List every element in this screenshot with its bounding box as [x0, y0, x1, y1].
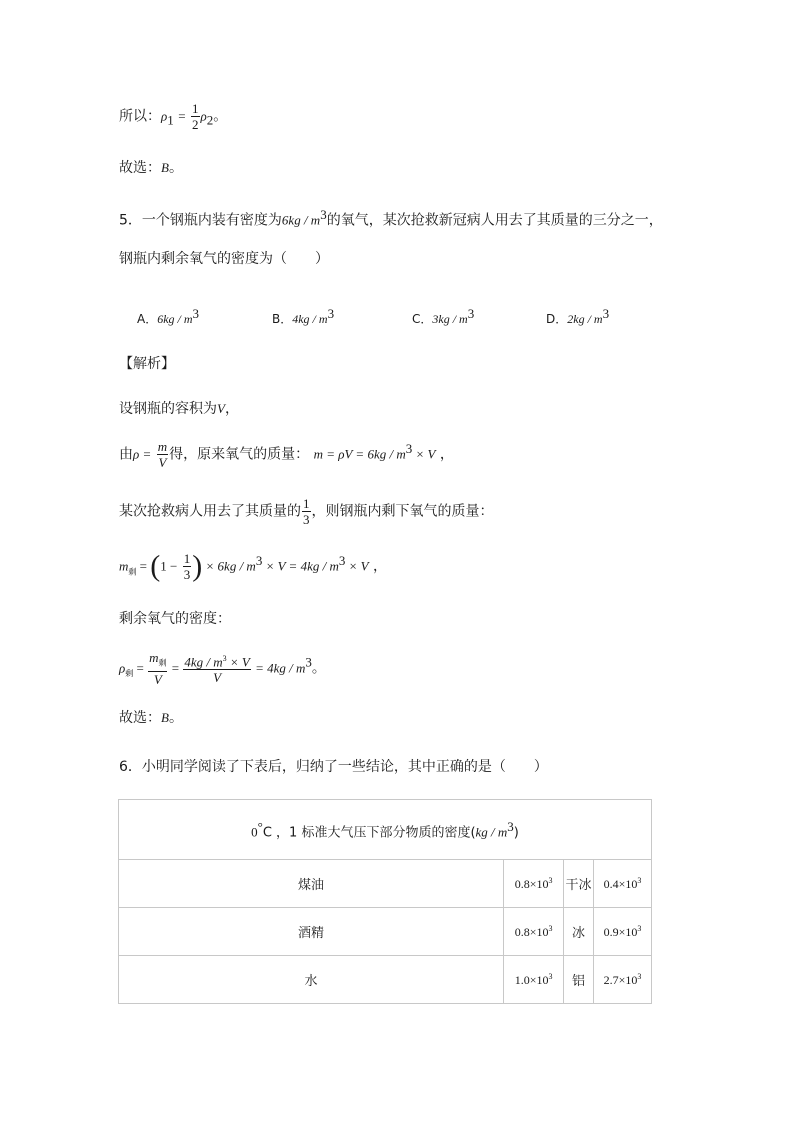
analysis-line-6 — [119, 650, 326, 687]
substance-name: 酒精 — [119, 908, 504, 956]
analysis-text-2: 得，原来氧气的质量： — [169, 446, 310, 463]
exponent: 3 — [305, 654, 312, 670]
q5-density-exponent: 3 — [320, 207, 327, 222]
q5-option-d[interactable] — [546, 306, 609, 327]
numerator-value: 4kg / m — [184, 654, 223, 670]
volume-variable: V — [217, 401, 225, 416]
fraction-denominator: V — [153, 671, 162, 687]
option-exponent: 3 — [602, 306, 610, 321]
density-mantissa: 1.0×10 — [514, 972, 549, 987]
density-value — [504, 956, 564, 1004]
analysis-line-1 — [119, 398, 239, 418]
rho-symbol: ρ — [161, 108, 168, 124]
density-exponent: 3 — [637, 923, 642, 933]
fraction-m-over-v — [148, 650, 167, 687]
mass-formula: m = ρV = 6kg / m — [313, 446, 406, 462]
period: 。 — [168, 160, 183, 176]
density-mantissa: 2.7×10 — [603, 972, 638, 987]
option-letter: C． — [412, 312, 433, 326]
option-value: 6kg / m — [157, 312, 193, 326]
q5-option-a[interactable] — [137, 306, 199, 327]
fraction-denominator: V — [158, 455, 167, 470]
analysis-text: 某次抢救病人用去了其质量的 — [119, 503, 301, 520]
question-5-stem-line1 — [119, 207, 663, 230]
q5-text: 5．一个钢瓶内装有密度为 — [119, 212, 282, 229]
answer-line-2 — [119, 707, 183, 727]
rho-subscript: 1 — [167, 112, 174, 128]
fraction-numerator: m — [157, 439, 168, 454]
density-value — [594, 908, 652, 956]
comma: ， — [368, 558, 388, 575]
table-row — [119, 956, 652, 1004]
density-value — [594, 956, 652, 1004]
table-title-text: C ，1 标准大气压下部分物质的密度( — [262, 825, 476, 841]
analysis-text-2: ，则钢瓶内剩下氧气的质量： — [311, 503, 494, 520]
period: 。 — [213, 108, 228, 125]
conclusion-prefix: 所以： — [119, 108, 161, 125]
fraction-m-over-v — [157, 439, 168, 470]
fraction-one-third — [302, 496, 311, 527]
fraction-denominator: 2 — [192, 117, 199, 132]
density-mantissa: 0.4×10 — [603, 876, 638, 891]
density-value — [504, 908, 564, 956]
substance-name: 水 — [119, 956, 504, 1004]
equals-sign: = — [178, 108, 186, 124]
fraction-one-third — [183, 551, 192, 582]
option-value: 2kg / m — [567, 312, 603, 326]
fraction-denominator: V — [213, 670, 222, 686]
analysis-line-4 — [119, 551, 387, 582]
result-value: = 4kg / m — [251, 660, 306, 676]
table-title-unit: kg / m — [475, 824, 508, 840]
density-value — [504, 860, 564, 908]
fraction-numerator: 1 — [183, 551, 191, 566]
analysis-header-text: 【解析】 — [119, 356, 175, 372]
table-row — [119, 860, 652, 908]
fraction-density — [183, 651, 251, 685]
right-paren: ) — [192, 549, 203, 583]
density-exponent: 3 — [548, 923, 553, 933]
density-mantissa: 0.8×10 — [514, 876, 549, 891]
fraction-numerator: 1 — [192, 101, 199, 116]
answer-letter: B — [161, 710, 169, 725]
comma: ， — [224, 401, 239, 417]
option-letter: D． — [546, 312, 568, 326]
option-exponent: 3 — [467, 306, 475, 321]
option-value: 3kg / m — [432, 312, 468, 326]
exponent: 3 — [255, 552, 263, 568]
rho-subscript-2: 2 — [206, 112, 214, 128]
substance-name: 铝 — [564, 956, 594, 1004]
exponent: 3 — [222, 654, 227, 664]
option-letter: A． — [137, 312, 158, 326]
option-letter: B． — [272, 312, 293, 326]
period: 。 — [168, 710, 183, 726]
substance-name: 冰 — [564, 908, 594, 956]
mass-subscript: 剩 — [158, 658, 167, 668]
answer-prefix: 故选： — [119, 710, 161, 726]
fraction-half — [191, 101, 200, 132]
mass-formula-tail: × V — [412, 446, 436, 462]
density-exponent: 3 — [548, 875, 553, 885]
substance-name: 煤油 — [119, 860, 504, 908]
fraction-denominator: 3 — [303, 512, 310, 527]
density-exponent: 3 — [548, 971, 553, 981]
formula-part-2: × V = 4kg / m — [262, 558, 339, 574]
equals-sign: = — [133, 660, 148, 676]
rho-subscript: 剩 — [125, 669, 134, 679]
density-table — [118, 799, 652, 1004]
analysis-text: 由 — [119, 446, 133, 463]
table-row — [119, 908, 652, 956]
density-value — [594, 860, 652, 908]
option-exponent: 3 — [327, 306, 335, 321]
exponent: 3 — [338, 552, 346, 568]
density-exponent: 3 — [637, 875, 642, 885]
q5-text-suffix: 的氧气，某次抢救新冠病人用去了其质量的三分之一， — [326, 212, 663, 229]
density-exponent: 3 — [637, 971, 642, 981]
fraction-numerator — [183, 651, 251, 670]
analysis-text: 剩余氧气的密度： — [119, 611, 231, 627]
answer-prefix: 故选： — [119, 160, 161, 176]
density-mantissa: 0.8×10 — [514, 924, 549, 939]
exponent: 3 — [405, 440, 413, 456]
question-6-stem — [119, 756, 548, 776]
rho-symbol-2: ρ — [200, 108, 207, 124]
analysis-line-2 — [119, 439, 454, 470]
fraction-denominator: 3 — [183, 567, 191, 582]
analysis-line-3 — [119, 496, 494, 527]
substance-name: 干冰 — [564, 860, 594, 908]
analysis-header — [119, 353, 175, 373]
rho-symbol: ρ — [119, 660, 126, 676]
density-mantissa: 0.9×10 — [603, 924, 638, 939]
formula-part-3: × V — [345, 558, 369, 574]
mass-symbol: m — [149, 650, 159, 665]
exponent: 3 — [507, 818, 514, 834]
temperature-value: 0 — [251, 824, 258, 840]
mass-subscript: 剩 — [128, 567, 137, 577]
option-exponent: 3 — [192, 306, 200, 321]
question-5-stem-line2 — [119, 248, 329, 268]
fraction-numerator — [148, 650, 167, 672]
conclusion-line — [119, 101, 227, 132]
q5-option-c[interactable] — [412, 306, 474, 327]
analysis-text: 设钢瓶的容积为 — [119, 401, 217, 417]
comma: ， — [435, 446, 454, 463]
numerator-tail: × V — [226, 654, 250, 670]
formula-part-1: × 6kg / m — [202, 558, 256, 574]
table-header-row — [119, 800, 652, 860]
one-minus: 1 − — [160, 558, 178, 574]
q5-density-value: 6kg / m — [281, 212, 321, 228]
fraction-numerator: 1 — [303, 496, 310, 511]
q5-option-b[interactable] — [272, 306, 334, 327]
option-value: 4kg / m — [292, 312, 328, 326]
density-formula-lhs: ρ = — [133, 446, 152, 462]
mass-symbol: m — [119, 558, 129, 574]
equals-sign: = — [168, 660, 183, 676]
close-paren: ) — [513, 825, 519, 841]
q5-text-line2: 钢瓶内剩余氧气的密度为（ ） — [119, 251, 329, 267]
answer-letter: B — [161, 160, 169, 175]
q6-text: 6．小明同学阅读了下表后，归纳了一些结论，其中正确的是（ ） — [119, 759, 548, 775]
equals-sign: = — [136, 558, 151, 574]
period: 。 — [311, 660, 326, 677]
analysis-line-5 — [119, 608, 231, 628]
table-title-cell — [119, 800, 652, 860]
degree-symbol: ° — [257, 818, 263, 834]
left-paren: ( — [150, 549, 161, 583]
answer-line-1 — [119, 157, 183, 177]
